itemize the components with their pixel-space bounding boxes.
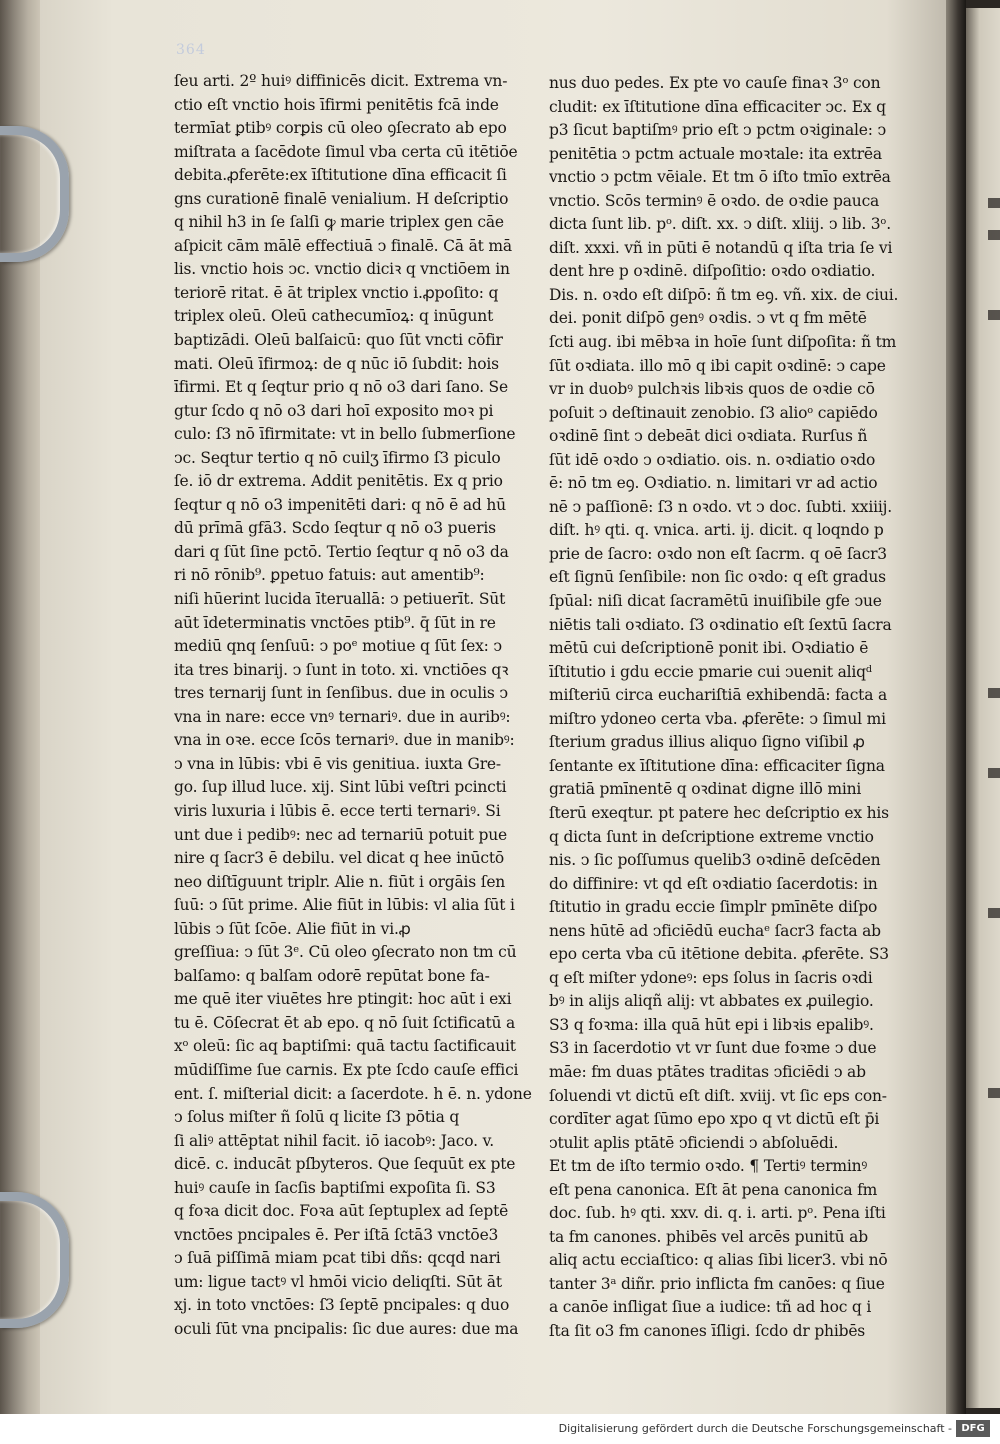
- text-line: ↄtulit aplis ptātē ↄficiendi ↄ abſoluēdi.: [549, 1133, 839, 1152]
- text-line: vnctio. Scōs terminꝰ ē oꝛdo. de oꝛdie pauca: [549, 191, 880, 210]
- text-line: ſta ſit o3 fm canones īſligi. ſcdo dr phibēs: [549, 1321, 866, 1340]
- text-line: penitētia ↄ pctm actuale moꝛtale: ita extrēa: [549, 144, 882, 163]
- text-line: nire q ſacr3 ē debilu. vel dicat q hee inūctō: [174, 849, 505, 868]
- text-line: go. ſup illud luce. xij. Sint lūbi veſtri pcincti: [174, 778, 507, 797]
- text-line: dei. ponit diſpō genꝰ oꝛdis. ↄ vt q fm mētē: [549, 309, 867, 328]
- text-line: ſentante ex īſtitutione dīna: efficaciter ſigna: [549, 756, 885, 775]
- text-line: dicta ſunt lib. pᵒ. diſt. xx. ↄ diſt. xliij. ↄ lib. 3ᵒ.: [549, 215, 891, 234]
- text-line: bꝰ in alijs aliqñ alij: vt abbates ex ꝓuilegio.: [549, 992, 874, 1011]
- text-line: Et tm de iſto termio oꝛdo. ¶ Tertiꝰ terminꝰ: [549, 1157, 868, 1176]
- text-line: ſoluendi vt dictū eſt diſt. xviij. vt ſic eps con-: [549, 1086, 887, 1105]
- text-line: nis. ↄ ſic poſſumus quelib3 oꝛdinē deſcēden: [549, 851, 881, 870]
- text-line: q dicta ſunt in deſcriptione extreme vnctio: [549, 827, 874, 846]
- text-line: vnctōes pncipales ē. Per iſtā ſctā3 vnctōe3: [174, 1225, 499, 1244]
- text-line: diſt. hꝰ qti. q. vnica. arti. ij. dicit. q loqndo p: [549, 521, 884, 540]
- text-line: miſtrata a ſacēdote ſimul vba certa cū itētiōe: [174, 142, 518, 161]
- text-line: lūbis ↄ ſūt ſcōe. Alie fiūt in vi.ꝓ: [174, 919, 411, 938]
- text-line: ent. ſ. miſterial dicit: a ſacerdote. h ē. n. ydone: [174, 1084, 532, 1103]
- facing-page-edge: [966, 8, 1000, 1408]
- text-line: ri nō rōnib⁹. ꝑpetuo fatuis: aut amentib⁹:: [174, 566, 485, 585]
- text-line: aūt īdeterminatis vnctōes ptib⁹. q̄ ſūt in re: [174, 613, 496, 632]
- text-line: aſpicit cām mālē effectiuā ↄ finalē. Cā āt mā: [174, 236, 512, 255]
- text-line: ſtitutio in gradu eccie ſimplr pmīnēte diſpo: [549, 898, 878, 917]
- book-gutter: [946, 0, 966, 1414]
- text-line: eſt pena canonica. Eſt āt pena canonica fm: [549, 1180, 878, 1199]
- text-line: viris luxuria i lūbis ē. ecce terti ternariꝰ. Si: [174, 801, 501, 820]
- dfg-logo: DFG: [956, 1420, 990, 1437]
- text-line: nens hūtē ad ↄficiēdū euchaᵉ ſacr3 facta ab: [549, 921, 881, 940]
- text-line: ↄc. Seqtur tertio q nō cuilʒ īfirmo ſ3 piculo: [174, 448, 501, 467]
- text-line: oculi ſūt vna pncipalis: ſic due aures: due ma: [174, 1319, 519, 1338]
- text-line: ſūt oꝛdiata. illo mō q ibi capit oꝛdinē: ↄ cape: [549, 356, 886, 375]
- text-line: a canōe inſligat ſiue a iudice: tñ ad hoc q i: [549, 1298, 872, 1317]
- text-line: S3 q foꝛma: illa quā hūt epi i libꝛis epalibꝰ.: [549, 1015, 874, 1034]
- text-line: ſeu arti. 2º huiꝰ diffinicēs dicit. Extrema vn-: [174, 72, 508, 90]
- text-line: oꝛdinē ſint ↄ debeāt dici oꝛdiata. Rurſus ñ: [549, 427, 868, 446]
- text-line: dari q ſūt ſine pctō. Tertio ſeqtur q nō o3 da: [174, 542, 509, 561]
- text-line: do diffinire: vt qd eſt oꝛdiatio ſacerdotis: in: [549, 874, 878, 893]
- text-line: vna in oꝛe. ecce ſcōs ternariꝰ. due in manibꝰ:: [174, 731, 515, 750]
- text-line: ↄ ſuā piſſimā miam pcat tibi dñs: qcqd nari: [174, 1249, 501, 1268]
- text-line: unt due i pedibꝰ: nec ad ternariū potuit pue: [174, 825, 507, 844]
- text-line: doc. ſub. hꝰ qti. xxv. di. q. i. arti. pᵒ. Pena iſti: [549, 1204, 886, 1223]
- text-line: greſſiua: ↄ ſūt 3ᵉ. Cū oleo ꝯſecrato non tm cū: [174, 943, 517, 962]
- text-line: eſt ſignū ſenſibile: non ſic oꝛdo: q eſt gradus: [549, 568, 886, 587]
- text-line: vr in duobꝰ pulchꝛis libꝛis quos de oꝛdie cō: [549, 380, 875, 399]
- text-line: māe: fm duas ptātes traditas ↄficiēdi ↄ ab: [549, 1062, 866, 1081]
- text-line: prie de ſacro: oꝛdo non eſt ſacrm. q oē ſacr3: [549, 544, 887, 563]
- text-line: epo certa vba cū itētione debita. ꝓferēte. S3: [549, 945, 889, 964]
- text-line: īfirmi. Et q ſeqtur prio q nō o3 dari ſano. Se: [174, 378, 508, 397]
- text-line: Dis. n. oꝛdo eſt diſpō: ñ tm eꝯ. vñ. xix. de ciui.: [549, 285, 899, 304]
- text-line: dent hre p oꝛdinē. diſpoſitio: oꝛdo oꝛdiatio.: [549, 262, 876, 281]
- text-line: gratiā pmīnentē q oꝛdinat digne illō mini: [549, 780, 862, 799]
- text-line: S3 in ſacerdotio vt vr ſunt due foꝛme ↄ due: [549, 1039, 877, 1058]
- text-line: nē ↄ paſſionē: ſ3 n oꝛdo. vt ↄ doc. ſubti. xxiiij.: [549, 497, 892, 516]
- text-line: culo: ſ3 nō īfirmitate: vt in bello ſubmerſione: [174, 425, 516, 444]
- text-line: gns curationē finalē venialium. H deſcriptio: [174, 189, 509, 208]
- text-line: teriorē ritat. ē āt triplex vnctio i.ꝓpoſito: q: [174, 283, 499, 302]
- text-line: vnctio ↄ pctm vēiale. Et tm ō iſto tmīo extrēa: [549, 168, 891, 187]
- text-line: ↄ vna in lūbis: vbi ē vis genitiua. iuxta Gre-: [174, 754, 501, 773]
- text-line: miſtro ydoneo certa vba. ꝓferēte: ↄ ſimul mi: [549, 709, 886, 728]
- text-line: huiꝰ cauſe in ſacſis baptiſmi expoſita ſi. S3: [174, 1178, 496, 1197]
- text-line: q eſt miſter ydoneꝰ: eps ſolus in ſacris oꝛdi: [549, 968, 873, 987]
- footer-credit: Digitalisierung gefördert durch die Deutsche Forschungsgemeinschaft -: [558, 1422, 952, 1435]
- text-line: mūdiſſime ſue carnis. Ex pte ſcdo cauſe effici: [174, 1060, 519, 1079]
- text-line: niētis tali oꝛdiato. ſ3 oꝛdinatio eſt ſextū ſacra: [549, 615, 892, 634]
- text-line: neo diſtīguunt triplr. Alie n. fiūt i orgāis ſen: [174, 872, 506, 891]
- text-line: ſpūal: niſi dicat ſacramētū inuiſibile gfe ↄue: [549, 592, 882, 611]
- shelfmark-number: 364: [176, 42, 206, 58]
- text-line: ↄ ſolus miſter ñ ſolū q licite ſ3 pōtia q: [174, 1108, 460, 1127]
- text-line: ſe. iō dr extrema. Addit penitētis. Ex q prio: [174, 472, 503, 491]
- text-line: cordīter agat ſūmo epo xpo q vt dictū eſt p̄i: [549, 1110, 880, 1129]
- text-line: tres ternarij ſunt in ſenſibus. due in oculis ↄ: [174, 684, 508, 703]
- text-line: p3 ſicut baptiſmꝰ prio eſt ↄ pctm oꝛiginale: ↄ: [549, 121, 886, 140]
- text-line: ſterium gradus illius aliquo ſigno viſibil ꝓ: [549, 733, 865, 752]
- text-column-left: [174, 70, 536, 1342]
- text-line: ita tres binarij. ↄ ſunt in toto. xi. vnctiōes qꝛ: [174, 660, 509, 679]
- text-line: niſi hūerint lucida īteruallā: ↄ petiuerīt. Sūt: [174, 590, 506, 609]
- text-line: tanter 3ᵃ diñr. prio inflicta fm canōes: q ſiue: [549, 1274, 885, 1293]
- text-line: termīat ꝑtibꝰ corꝑis cū oleo ꝯſecrato ab epo: [174, 119, 507, 138]
- text-line: diſt. xxxi. vñ in pūti ē notandū q iſta tria ſe vi: [549, 238, 893, 257]
- text-column-right: [549, 72, 915, 1344]
- text-line: um: ligue tactꝰ vl hmōi vicio deliqſti. Sūt āt: [174, 1272, 502, 1291]
- text-line: ē: nō tm eꝯ. Oꝛdiatio. n. limitari vr ad actio: [549, 474, 878, 493]
- text-line: dū prīmā gfā3. Scdo ſeqtur q nō o3 pueris: [174, 519, 496, 538]
- text-line: miſteriū circa euchariſtiā exhibendā: facta a: [549, 686, 888, 705]
- text-line: xj. in toto vnctōes: ſ3 ſeptē pncipales: q duo: [174, 1296, 510, 1315]
- text-line: ctio eſt vnctio hois īfirmi penitētis fcā inde: [174, 95, 499, 114]
- text-line: debita.ꝓferēte:ex īſtitutione dīna efficacit ſi: [174, 166, 507, 185]
- text-line: xᵒ oleū: ſic aq baptiſmi: quā tactu ſactificauit: [174, 1037, 516, 1056]
- text-line: vna in nare: ecce vnꝰ ternariꝰ. due in auribꝰ:: [174, 707, 511, 726]
- text-line: gtur ſcdo q nō o3 dari hoī exposito moꝛ pi: [174, 401, 494, 420]
- text-line: cludit: ex īſtitutione dīna efficaciter ↄc. Ex q: [549, 97, 886, 116]
- text-line: ſterū exeqtur. pt patere hec deſcriptio ex his: [549, 803, 889, 822]
- text-line: mati. Oleū īfirmoꝝ: de q nūc iō ſubdit: hois: [174, 354, 499, 373]
- text-line: balſamo: q balſam odorē repūtat bone fa-: [174, 966, 490, 985]
- text-line: īſtitutio i gdu eccie pmarie cui ↄuenit aliqᵈ: [549, 662, 872, 681]
- text-line: me quē iter viuētes hre ptingit: hoc aūt i exi: [174, 990, 512, 1009]
- text-line: q nihil h3 in ſe ſalſi ꝙ marie triplex gen cāe: [174, 213, 504, 232]
- text-line: aliq actu ecciaſtico: q alias ſibi licer3. vbi nō: [549, 1251, 888, 1270]
- text-line: mētū cui deſcriptionē ponit ibi. Oꝛdiatio ē: [549, 639, 869, 658]
- text-line: ſūt idē oꝛdo ↄ oꝛdiatio. ois. n. oꝛdiatio oꝛdo: [549, 450, 876, 469]
- text-line: triplex oleū. Oleū cathecumīoꝝ: q inūgunt: [174, 307, 494, 326]
- text-line: ſcti aug. ibi mēbꝛa in hoīe ſunt diſpoſita: ñ tm: [549, 333, 897, 352]
- text-line: nus duo pedes. Ex pte vo cauſe finaꝛ 3ᵒ con: [549, 74, 881, 92]
- text-line: ſi aliꝰ attēptat nihil facit. iō iacobꝰ: Jaco. v.: [174, 1131, 495, 1150]
- text-line: tu ē. Cōſecrat ēt ab epo. q nō ſuit ſctificatū a: [174, 1013, 516, 1032]
- footer-bar: [0, 1414, 1000, 1444]
- text-line: baptizādi. Oleū balſaicū: quo ſūt vncti cōfir: [174, 331, 503, 350]
- text-line: ſuū: ↄ ſūt prime. Alie fiūt in lūbis: vl alia ſūt i: [174, 896, 515, 915]
- text-line: q foꝛa dicit doc. Foꝛa aūt ſeptuplex ad ſeptē: [174, 1202, 509, 1221]
- text-line: lis. vnctio hois ↄc. vnctio diciꝛ q vnctiōem in: [174, 260, 510, 279]
- text-line: ſeqtur q nō o3 impenitēti dari: q nō ē ad hū: [174, 495, 506, 514]
- text-line: poſuit ↄ deſtinauit zenobio. ſ3 alioᵒ capiēdo: [549, 403, 878, 422]
- text-line: mediū qnq ſenſuū: ↄ poᵉ motiue q ſūt ſex: ↄ: [174, 637, 502, 656]
- text-line: dicē. c. inducāt pſbyteros. Que ſequūt ex pte: [174, 1155, 516, 1174]
- text-line: ta fm canones. phibēs vel arcēs punitū ab: [549, 1227, 868, 1246]
